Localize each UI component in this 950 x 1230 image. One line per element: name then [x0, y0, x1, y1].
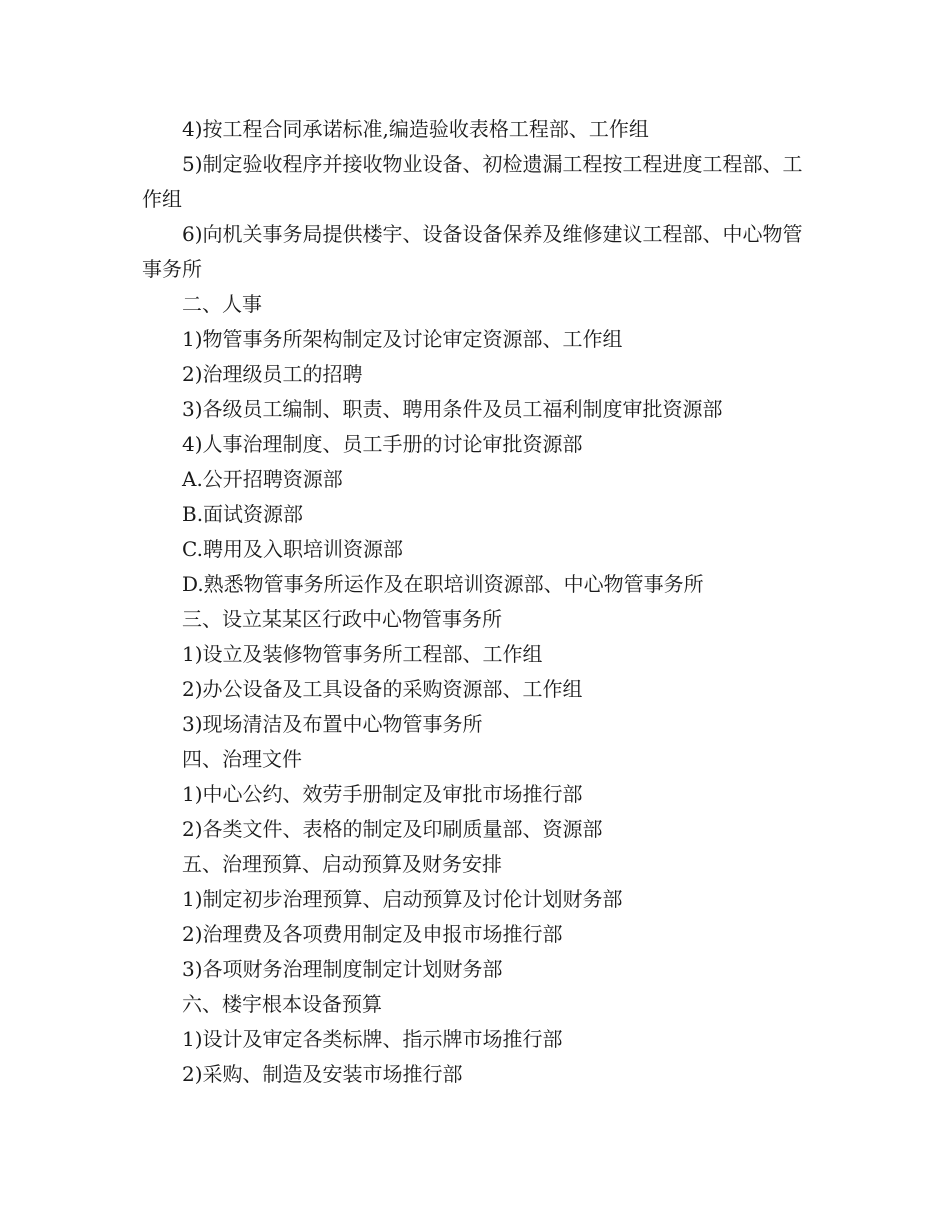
paragraph: D.熟悉物管事务所运作及在职培训资源部、中心物管事务所 — [182, 572, 704, 596]
paragraph: 1)制定初步治理预算、启动预算及讨伦计划财务部 — [182, 887, 623, 911]
paragraph: 3)各项财务治理制度制定计划财务部 — [182, 957, 503, 981]
document-body — [142, 112, 812, 1092]
paragraph: B.面试资源部 — [182, 502, 304, 526]
paragraph: 4)人事治理制度、员工手册的讨论审批资源部 — [182, 432, 583, 456]
paragraph: 2)治理级员工的招聘 — [182, 362, 363, 386]
paragraph: 1)设立及装修物管事务所工程部、工作组 — [182, 642, 543, 666]
section-heading: 四、治理文件 — [182, 747, 302, 771]
paragraph: 1)设计及审定各类标牌、指示牌市场推行部 — [182, 1027, 563, 1051]
paragraph: 6)向机关事务局提供楼宇、设备设备保养及维修建议工程部、中心物管事务所 — [142, 222, 803, 281]
paragraph: 2)各类文件、表格的制定及印刷质量部、资源部 — [182, 817, 603, 841]
paragraph: 5)制定验收程序并接收物业设备、初检遗漏工程按工程进度工程部、工作组 — [142, 152, 803, 211]
paragraph: 3)各级员工编制、职责、聘用条件及员工福利制度审批资源部 — [182, 397, 723, 421]
section-heading: 五、治理预算、启动预算及财务安排 — [182, 852, 502, 876]
paragraph: 4)按工程合同承诺标准,编造验收表格工程部、工作组 — [182, 117, 649, 141]
paragraph: 2)办公设备及工具设备的采购资源部、工作组 — [182, 677, 583, 701]
paragraph: 3)现场清洁及布置中心物管事务所 — [182, 712, 483, 736]
paragraph: 1)中心公约、效劳手册制定及审批市场推行部 — [182, 782, 583, 806]
paragraph: A.公开招聘资源部 — [182, 467, 343, 491]
paragraph: 1)物管事务所架构制定及讨论审定资源部、工作组 — [182, 327, 623, 351]
paragraph: C.聘用及入职培训资源部 — [182, 537, 403, 561]
section-heading: 二、人事 — [182, 292, 262, 316]
section-heading: 六、楼宇根本设备预算 — [182, 992, 382, 1016]
paragraph: 2)治理费及各项费用制定及申报市场推行部 — [182, 922, 563, 946]
paragraph: 2)采购、制造及安装市场推行部 — [182, 1062, 463, 1086]
section-heading: 三、设立某某区行政中心物管事务所 — [182, 607, 502, 631]
